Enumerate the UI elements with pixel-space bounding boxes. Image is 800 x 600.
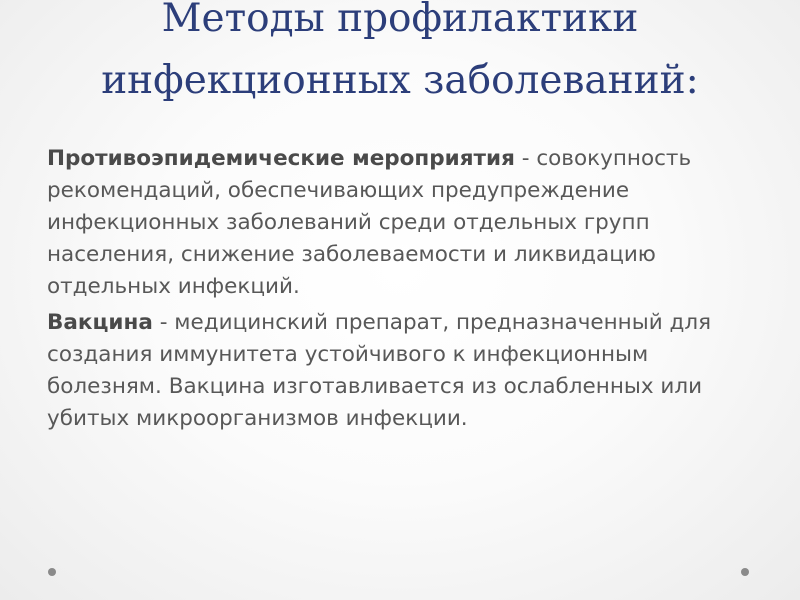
term-anti-epidemic-measures: Противоэпидемические мероприятия: [47, 146, 515, 171]
paragraph-vaccine: [47, 307, 767, 435]
term-vaccine: Вакцина: [47, 310, 153, 335]
decorative-dot-left: [48, 568, 56, 576]
slide-title-line-2: инфекционных заболеваний:: [101, 58, 699, 103]
slide-title: [20, 0, 780, 112]
slide-title-line-1: Методы профилактики: [161, 0, 639, 41]
slide-body: [47, 143, 767, 439]
definition-anti-epidemic-measures: - совокупность рекомендаций, обеспечивающих предупреждение инфекционных заболеваний среди отдельных групп населения, снижение заболеваемости и ликвидацию отдельных инфекций.: [47, 146, 692, 299]
paragraph-anti-epidemic: [47, 143, 767, 303]
decorative-dot-right: [741, 568, 749, 576]
definition-vaccine: - медицинский препарат, предназначенный для создания иммунитета устойчивого к инфекционным болезням. Вакцина изготавливается из ослабленных или убитых микроорганизмов инфекции.: [47, 310, 712, 431]
